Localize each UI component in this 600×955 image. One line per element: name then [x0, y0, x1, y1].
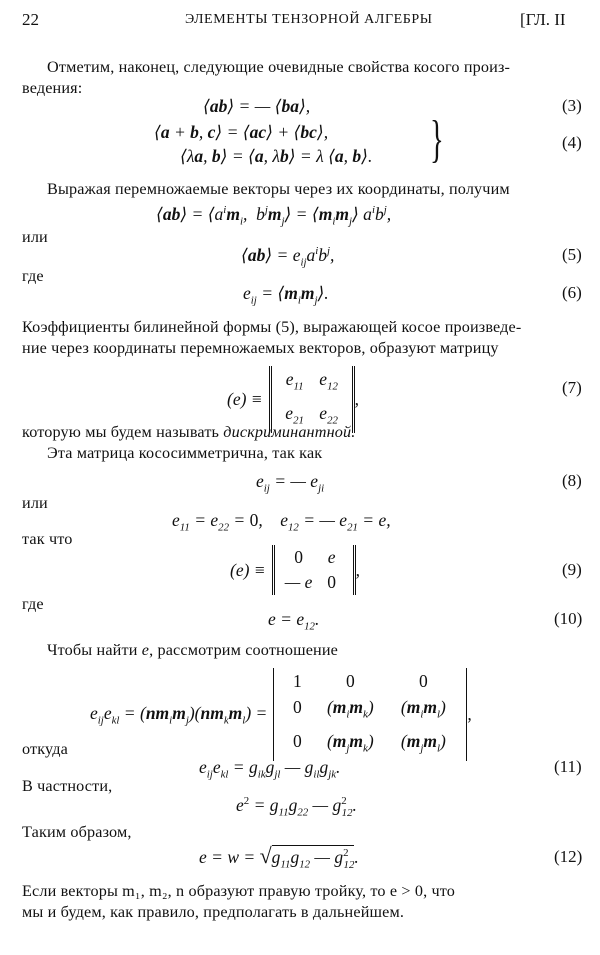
word-gde: где — [22, 595, 44, 613]
phrase-tak-chto: так что — [22, 530, 73, 548]
plain-text: которую мы будем называть — [22, 423, 224, 441]
det-matrix: 1 0 0 0 $(m_im_k)$ $(m_im_l)$ 0 $(m_jm_k)$ $(m_jm_l)$ — [273, 668, 467, 761]
equation-6: $e_{ij}$ = $⟨m_im_j⟩$. — [243, 283, 329, 307]
equation-unnumbered: ⟨ab⟩ = $⟨a^im_i$, $b^jm_j⟩$ = $⟨m_im_j⟩$ $a^ib^j$, — [156, 204, 392, 228]
chapter-label: [ГЛ. II — [520, 10, 566, 29]
equation-number: (11) — [554, 757, 582, 776]
paragraph-line: ведения: — [22, 79, 83, 97]
equation-11: $e_{ij}e_{kl} = g_{ik}g_{jl}$ — $g_{il}g_{jk}$. — [199, 757, 341, 781]
phrase-v-chastnosti: В частности, — [22, 777, 113, 795]
equation-number: (8) — [562, 471, 582, 490]
equation-9: (e) ≡ 0 e — e 0 , — [230, 545, 360, 595]
equation-number: (4) — [562, 133, 582, 152]
paragraph-line: Отметим, наконец, следующие очевидные свойства косого произ- — [47, 58, 511, 76]
skew-matrix: 0 e — e 0 — [272, 545, 356, 595]
equation-number: (12) — [554, 847, 583, 866]
phrase-takim-obrazom: Таким образом, — [22, 823, 132, 841]
equation-number: (5) — [562, 245, 582, 264]
running-title: ЭЛЕМЕНТЫ ТЕНЗОРНОЙ АЛГЕБРЫ — [185, 12, 433, 27]
equation-5: ⟨ab⟩ = $e_{ij}a^ib^j$, — [241, 245, 335, 269]
paragraph-line: Если векторы m₁, m₂, n образуют правую тройку, то e > 0, что — [22, 882, 456, 900]
emphasis-text: дискриминантной. — [223, 423, 356, 441]
equation-number: (7) — [562, 378, 582, 397]
equation-unnumbered: $e_{11} = e_{22} = 0$, $e_{12}$ = — $e_{21} = e$, — [172, 510, 391, 534]
equation-number: (3) — [562, 96, 582, 115]
equation-12: $e = w = √g_{11}g_{12}$ — $g^2_{12}$. — [199, 843, 359, 871]
word-gde: где — [22, 267, 44, 285]
equation-3: ⟨ab⟩ = — ⟨ba⟩, — [203, 96, 311, 116]
brace: } — [430, 111, 444, 168]
equation-determinant: $e_{ij}e_{kl} = (nm_im_j)(nm_km_l)$ = 1 0 0 0 $(m_im_k)$ $(m_im_l)$ 0 $(m_jm_k)$ $(m_jm_l)$ , — [90, 668, 472, 761]
equation-number: (10) — [554, 609, 583, 628]
equation-4a: ⟨a + b, c⟩ = ⟨ac⟩ + ⟨bc⟩, — [154, 122, 329, 142]
e-matrix: $e_{11}$ $e_{12}$ $e_{21}$ $e_{22}$ — [269, 366, 355, 433]
paragraph-line: Эта матрица кососимметрична, так как — [47, 444, 323, 462]
paragraph-line — [47, 641, 338, 660]
equation-10: $e = e_{12}$. — [268, 609, 320, 633]
equation-unnumbered: $e^2 = g_{11}g_{22}$ — $g^2_{12}$. — [236, 795, 357, 819]
word-ili: или — [22, 228, 48, 246]
variable-e: e — [141, 641, 150, 659]
equation-8: $e_{ij}$ = — $e_{ji}$ — [256, 471, 325, 495]
equation-number: (9) — [562, 560, 582, 579]
word-ili: или — [22, 494, 48, 512]
plain-text: , рассмотрим соотношение — [149, 641, 339, 659]
paragraph-line: Выражая перемножаемые векторы через их координаты, получим — [47, 180, 510, 198]
paragraph-line: мы и будем, как правило, предполагать в дальнейшем. — [22, 903, 405, 921]
page-number: 22 — [22, 10, 39, 29]
equation-7: (e) ≡ $e_{11}$ $e_{12}$ $e_{21}$ $e_{22}$ , — [227, 366, 359, 433]
equation-4b: ⟨λa, b⟩ = ⟨a, λb⟩ = λ ⟨a, b⟩. — [180, 146, 373, 166]
word-otkuda: откуда — [22, 740, 68, 758]
paragraph-line: Коэффициенты билинейной формы (5), выражающей косое произведе- — [22, 318, 522, 336]
paragraph-line: ние через координаты перемножаемых векторов, образуют матрицу — [22, 339, 499, 357]
paragraph-line — [22, 423, 355, 442]
plain-text: Чтобы найти — [47, 641, 142, 659]
equation-number: (6) — [562, 283, 582, 302]
